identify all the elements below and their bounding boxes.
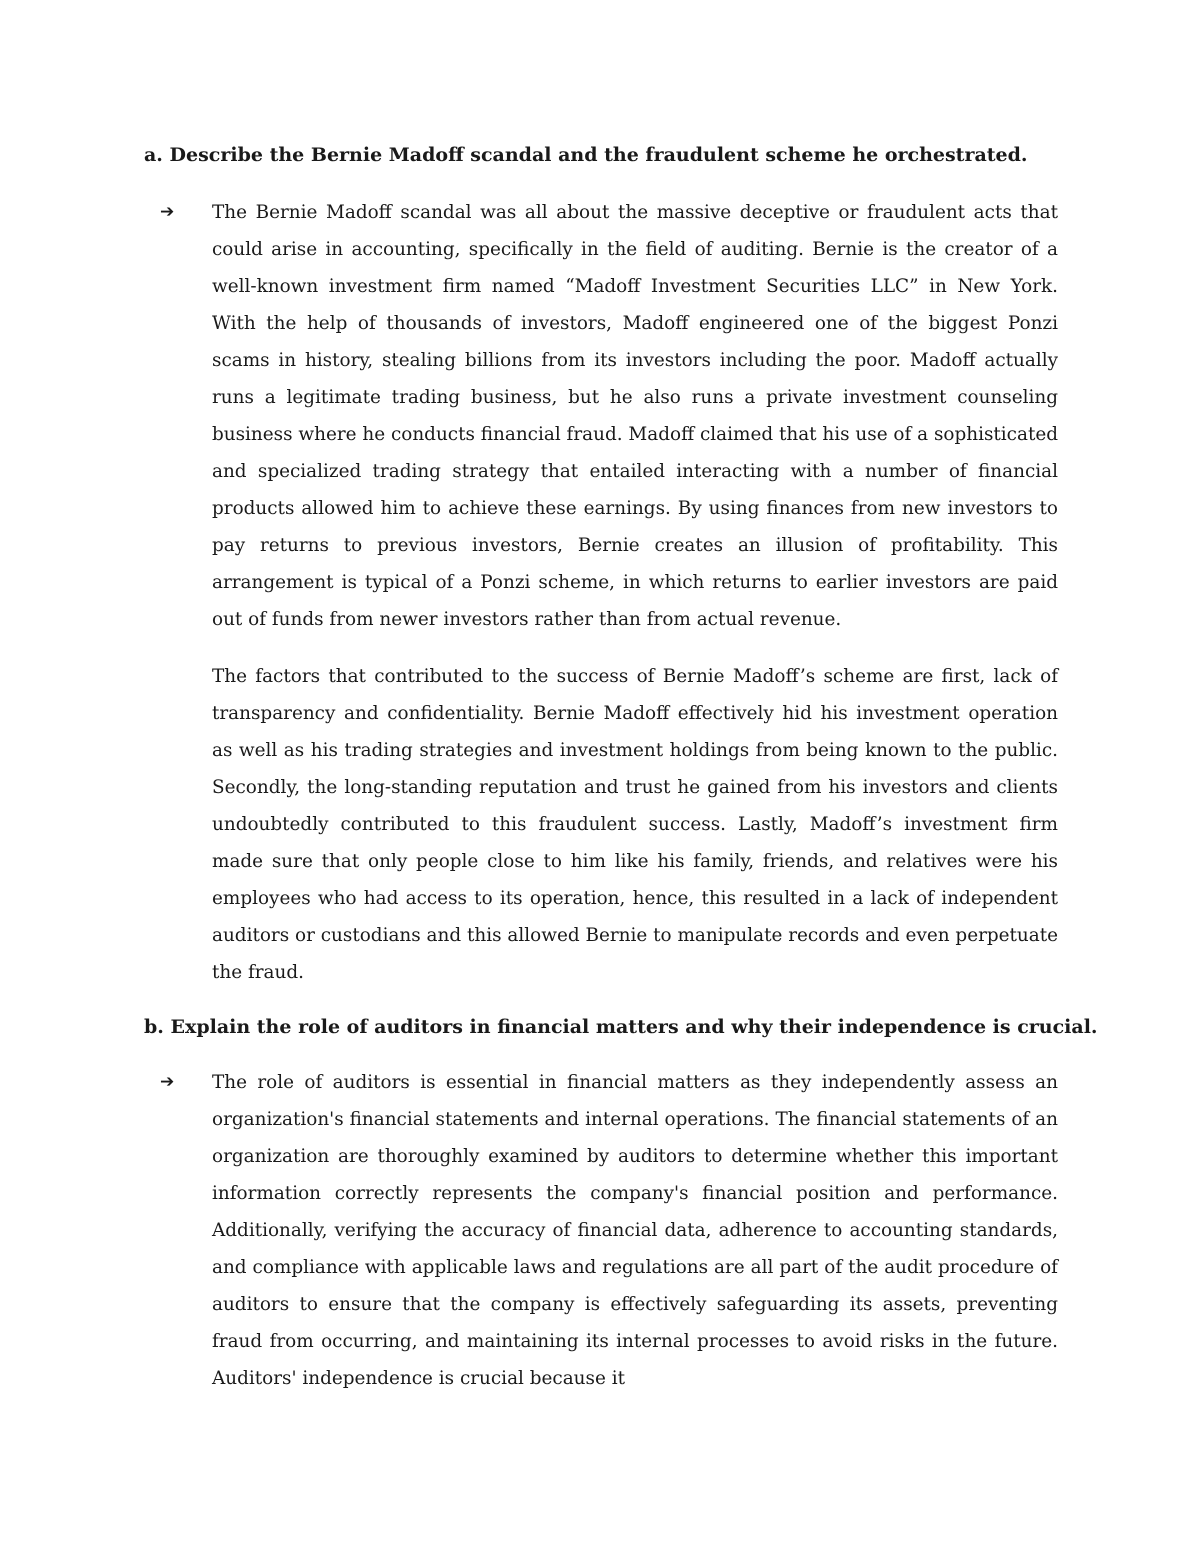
section-b-paragraph-1: The role of auditors is essential in financial matters as they independently assess an organization's financial statements and internal operations. The financial statements of an organization are thoroughly examined by auditors to determine whether this important information correctly represents the company's financial position and performance. Additionally, verifying the accuracy of financial data, adherence to accounting standards, and compliance with applicable laws and regulations are all part of the audit procedure of auditors to ensure that the company is effectively safeguarding its assets, preventing fraud from occurring, and maintaining its internal processes to avoid risks in the future. Auditors' independence is crucial because it <box>212 1072 1058 1389</box>
arrow-bullet-icon: ➔ <box>160 202 175 222</box>
arrow-bullet-icon: ➔ <box>160 1072 175 1092</box>
section-a-heading: a. Describe the Bernie Madoff scandal and the fraudulent scheme he orchestrated. <box>144 144 1028 166</box>
section-b-heading: b. Explain the role of auditors in financial matters and why their independence is crucial. <box>144 1016 1098 1038</box>
section-a-paragraph-2: The factors that contributed to the success of Bernie Madoff’s scheme are first, lack of transparency and confidentiality. Bernie Madoff effectively hid his investment operation as well as his trading strategies and investment holdings from being known to the public. Secondly, the long-standing reputation and trust he gained from his investors and clients undoubtedly contributed to this fraudulent success. Lastly, Madoff’s investment firm made sure that only people close to him like his family, friends, and relatives were his employees who had access to its operation, hence, this resulted in a lack of independent auditors or custodians and this allowed Bernie to manipulate records and even perpetuate the fraud. <box>212 666 1058 983</box>
section-a-paragraph-1: The Bernie Madoff scandal was all about the massive deceptive or fraudulent acts that could arise in accounting, specifically in the field of auditing. Bernie is the creator of a well-known investment firm named “Madoff Investment Securities LLC” in New York. With the help of thousands of investors, Madoff engineered one of the biggest Ponzi scams in history, stealing billions from its investors including the poor. Madoff actually runs a legitimate trading business, but he also runs a private investment counseling business where he conducts financial fraud. Madoff claimed that his use of a sophisticated and specialized trading strategy that entailed interacting with a number of financial products allowed him to achieve these earnings. By using finances from new investors to pay returns to previous investors, Bernie creates an illusion of profitability. This arrangement is typical of a Ponzi scheme, in which returns to earlier investors are paid out of funds from newer investors rather than from actual revenue. <box>212 202 1058 630</box>
